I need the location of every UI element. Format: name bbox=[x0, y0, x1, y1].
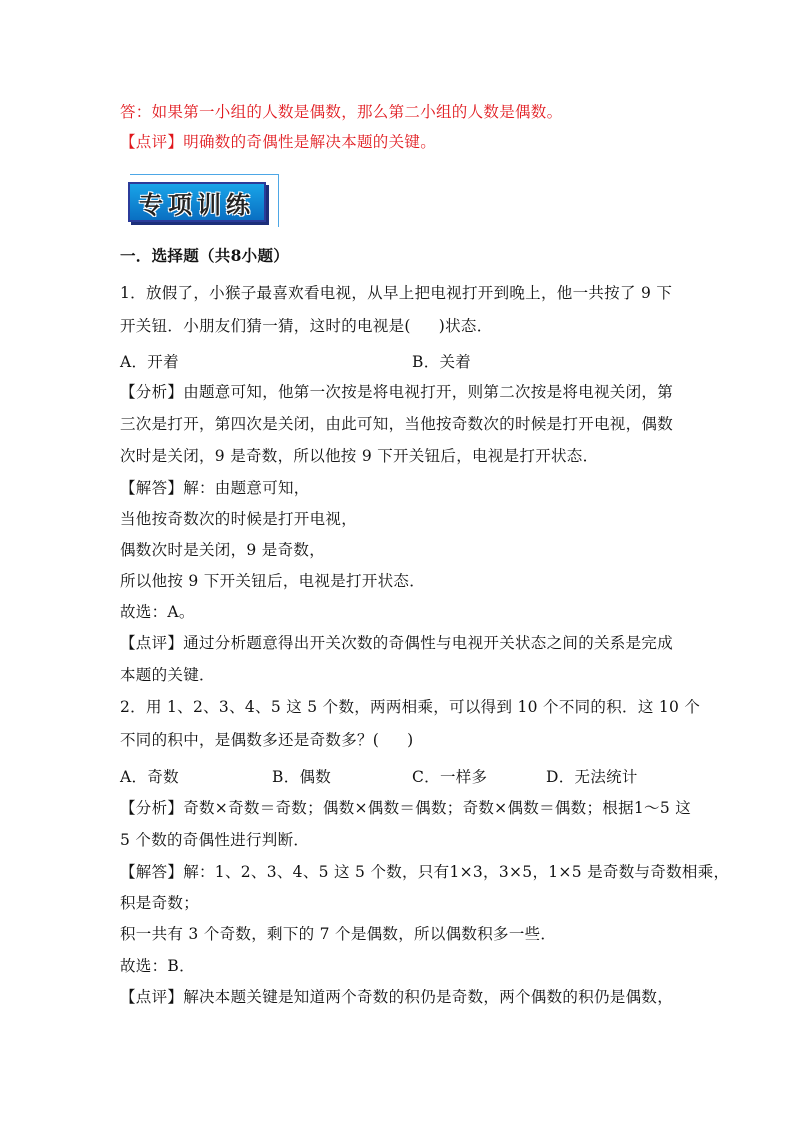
q2-solution-line3: 积一共有 3 个奇数，剩下的 7 个是偶数，所以偶数积多一些． bbox=[120, 925, 557, 943]
q1-analysis-line2: 三次是打开，第四次是关闭，由此可知，当他按奇数次的时候是打开电视，偶数 bbox=[120, 415, 674, 433]
section-banner bbox=[120, 174, 280, 234]
answer-text: 答：如果第一小组的人数是偶数，那么第二小组的人数是偶数。 bbox=[120, 103, 563, 121]
q2-solution-line2: 积是奇数； bbox=[120, 894, 200, 912]
q1-solution-line3: 偶数次时是关闭，9 是奇数， bbox=[120, 541, 325, 559]
q2-option-a: A．奇数 bbox=[120, 768, 179, 786]
section-heading: 一．选择题（共8小题） bbox=[120, 246, 290, 265]
q2-analysis-line1: 【分析】奇数×奇数＝奇数；偶数×偶数＝偶数；奇数×偶数＝偶数；根据1～5 这 bbox=[120, 799, 692, 817]
q2-stem-line1: 2．用 1、2、3、4、5 这 5 个数，两两相乘，可以得到 10 个不同的积．这 10 个 bbox=[120, 698, 701, 716]
q1-stem-text: 开关钮．小朋友们猜一猜，这时的电视是( bbox=[120, 317, 411, 335]
q1-solution-line1: 【解答】解：由题意可知， bbox=[120, 479, 310, 497]
q1-option-a: A．开着 bbox=[120, 353, 179, 371]
q2-analysis-line2: 5 个数的奇偶性进行判断． bbox=[120, 831, 310, 849]
q1-stem-line2 bbox=[120, 315, 493, 337]
q2-stem-text: 不同的积中，是偶数多还是奇数多？( bbox=[120, 731, 380, 749]
q1-comment-line2: 本题的关键． bbox=[120, 666, 215, 684]
q2-option-d: D．无法统计 bbox=[546, 768, 638, 786]
q2-comment-line1: 【点评】解决本题关键是知道两个奇数的积仍是奇数，两个偶数的积仍是偶数， bbox=[120, 988, 674, 1006]
q1-solution-line4: 所以他按 9 下开关钮后，电视是打开状态． bbox=[120, 572, 426, 590]
q1-option-b: B．关着 bbox=[412, 353, 472, 371]
answer-comment: 【点评】明确数的奇偶性是解决本题的关键。 bbox=[120, 133, 437, 151]
q1-solution-line2: 当他按奇数次的时候是打开电视， bbox=[120, 510, 358, 528]
q2-choice: 故选：B． bbox=[120, 957, 195, 975]
q1-analysis-line1: 【分析】由题意可知，他第一次按是将电视打开，则第二次按是将电视关闭，第 bbox=[120, 383, 674, 401]
q1-analysis-line3: 次时是关闭，9 是奇数，所以他按 9 下开关钮后，电视是打开状态． bbox=[120, 447, 599, 465]
q1-comment-line1: 【点评】通过分析题意得出开关次数的奇偶性与电视开关状态之间的关系是完成 bbox=[120, 634, 674, 652]
q1-choice: 故选：A。 bbox=[120, 603, 195, 621]
q2-solution-line1: 【解答】解：1、2、3、4、5 这 5 个数，只有1×3，3×5，1×5 是奇数与奇数相乘， bbox=[120, 863, 730, 881]
q1-stem-line1: 1．放假了，小猴子最喜欢看电视，从早上把电视打开到晚上，他一共按了 9 下 bbox=[120, 284, 673, 302]
banner-box bbox=[128, 182, 266, 222]
q1-stem-tail: )状态． bbox=[438, 317, 493, 335]
q2-stem-line2 bbox=[120, 729, 414, 751]
q2-option-b: B．偶数 bbox=[272, 768, 332, 786]
banner-label: 专项训练 bbox=[139, 190, 255, 219]
q2-stem-tail: ) bbox=[407, 731, 414, 749]
q2-option-c: C．一样多 bbox=[412, 768, 488, 786]
